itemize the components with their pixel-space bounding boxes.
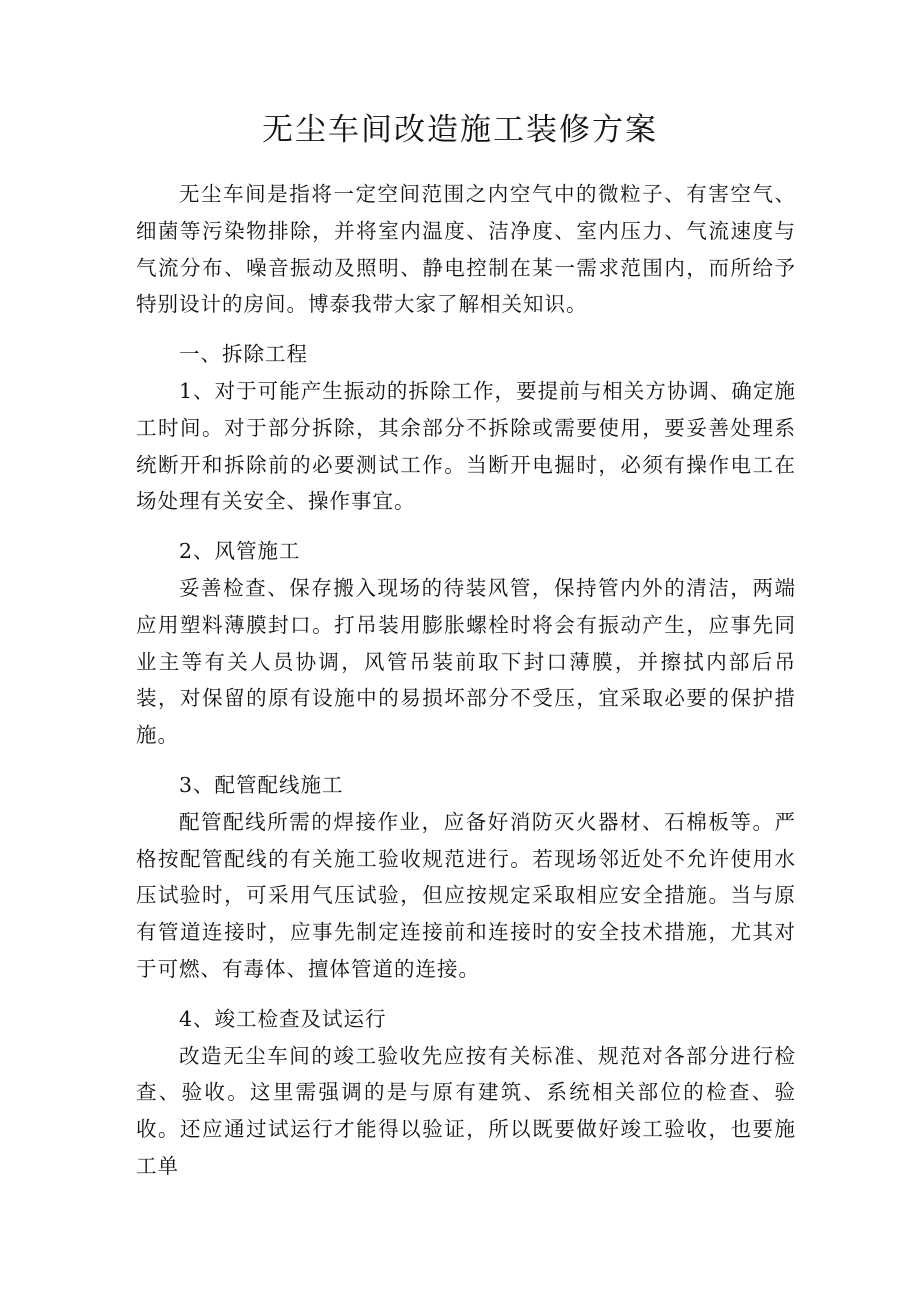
section-paragraph-piping-wiring: 配管配线所需的焊接作业，应备好消防灭火器材、石棉板等。严格按配管配线的有关施工验收规范进行。若现场邻近处不允许使用水压试验时，可采用气压试验，但应按规定采取相应安全措施。当与原有管道连接时，应事先制定连接前和连接时的安全技术措施，尤其对于可燃、有毒体、擅体管道的连接。: [136, 809, 796, 981]
section-heading-demolition: 一、拆除工程: [179, 342, 308, 367]
section-paragraph-ductwork: 妥善检查、保存搬入现场的待装风管，保持管内外的清洁，两端应用塑料薄膜封口。打吊装用膨胀螺栓时将会有振动产生，应事先同业主等有关人员协调，风管吊装前取下封口薄膜，并擦拭内部后吊装，对保留的原有设施中的易损坏部分不受压，宜采取必要的保护措施。: [136, 575, 796, 748]
section-heading-ductwork: 2、风管施工: [179, 539, 301, 564]
document-title: 无尘车间改造施工装修方案: [262, 112, 658, 148]
document-body: [136, 176, 796, 1185]
section-heading-completion-check: 4、竣工检查及试运行: [179, 1006, 387, 1031]
section-paragraph-demolition: 1、对于可能产生振动的拆除工作，要提前与相关方协调、确定施工时间。对于部分拆除，其余部分不拆除或需要使用，要妥善处理系统断开和拆除前的必要测试工作。当断开电掘时，必须有操作电工在场处理有关安全、操作事宜。: [136, 378, 796, 514]
section-paragraph-completion-check: 改造无尘车间的竣工验收先应按有关标准、规范对各部分进行检查、验收。这里需强调的是与原有建筑、系统相关部位的检查、验收。还应通过试运行才能得以验证，所以既要做好竣工验收，也要施工单: [136, 1043, 796, 1178]
intro-paragraph: 无尘车间是指将一定空间范围之内空气中的微粒子、有害空气、细菌等污染物排除，并将室内温度、洁净度、室内压力、气流速度与气流分布、噪音振动及照明、静电控制在某一需求范围内，而所给予特别设计的房间。博泰我带大家了解相关知识。: [136, 182, 796, 317]
section-heading-piping-wiring: 3、配管配线施工: [179, 772, 344, 797]
